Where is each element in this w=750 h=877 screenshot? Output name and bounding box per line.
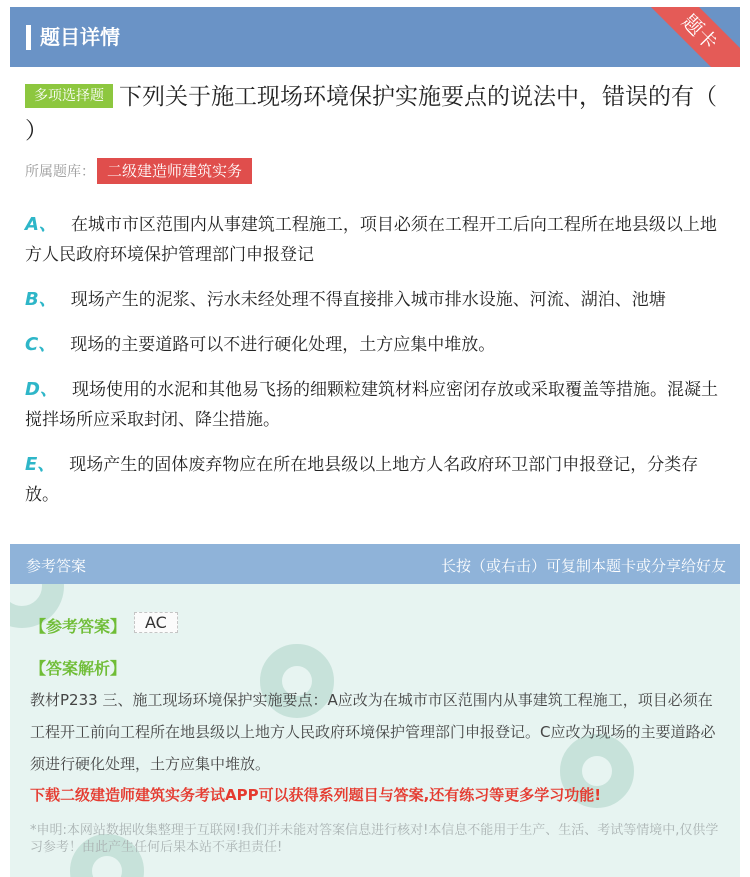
question-block xyxy=(25,80,725,184)
answer-section-body xyxy=(10,584,740,877)
option-text: 现场产生的泥浆、污水未经处理不得直接排入城市排水设施、河流、湖泊、池塘 xyxy=(70,290,666,310)
option-text: 现场使用的水泥和其他易飞扬的细颗粒建筑材料应密闭存放或采取覆盖等措施。混凝土搅拌场所应采取封闭、降尘措施。 xyxy=(25,380,718,430)
explanation-text: 教材P233 三、施工现场环境保护实施要点：A应改为在城市市区范围内从事建筑工程施工，项目必须在工程开工前向工程所在地县级以上地方人民政府环境保护管理部门申报登记。C应改为现场的主要道路必须进行硬化处理，土方应集中堆放。 xyxy=(30,691,716,773)
option-c[interactable] xyxy=(25,330,720,360)
question-type-badge: 多项选择题 xyxy=(25,84,113,108)
source-label: 所属题库： xyxy=(25,164,95,180)
answer-label: 【参考答案】 xyxy=(30,617,127,636)
answer-section-title: 参考答案 xyxy=(26,557,87,575)
answer-section-header xyxy=(10,544,740,584)
option-text: 在城市市区范围内从事建筑工程施工，项目必须在工程开工后向工程所在地县级以上地方人民政府环境保护管理部门申报登记 xyxy=(25,215,717,265)
source-tag[interactable]: 二级建造师建筑实务 xyxy=(97,158,252,184)
option-letter: B、 xyxy=(25,289,57,310)
option-letter: A、 xyxy=(25,214,57,235)
question-text: 下列关于施工现场环境保护实施要点的说法中，错误的有（ ） xyxy=(25,84,717,144)
answer-value: AC xyxy=(134,612,178,633)
app-promo-link[interactable]: 下载二级建造师建筑实务考试APP可以获得系列题目与答案,还有练习等更多学习功能! xyxy=(30,786,602,804)
option-text: 现场产生的固体废弃物应在所在地县级以上地方人名政府环卫部门申报登记，分类存放。 xyxy=(25,455,699,505)
page-header xyxy=(10,7,740,67)
header-accent-bar xyxy=(26,25,31,50)
option-a[interactable] xyxy=(25,210,720,270)
option-list xyxy=(25,210,720,525)
page-title: 题目详情 xyxy=(40,25,120,49)
option-text: 现场的主要道路可以不进行硬化处理，土方应集中堆放。 xyxy=(70,335,496,355)
option-b[interactable] xyxy=(25,285,720,315)
explanation-label: 【答案解析】 xyxy=(30,659,127,678)
question-text-line xyxy=(25,80,725,148)
option-letter: C、 xyxy=(25,334,57,355)
share-hint: 长按（或右击）可复制本题卡或分享给好友 xyxy=(440,557,726,575)
option-letter: D、 xyxy=(25,379,58,400)
question-source xyxy=(25,158,725,184)
corner-ribbon: 题卡 xyxy=(631,7,740,67)
disclaimer-text: *申明:本网站数据收集整理于互联网!我们并未能对答案信息进行核对!本信息不能用于生产、生活、考试等情境中,仅供学习参考！由此产生任何后果本站不承担责任! xyxy=(30,823,719,855)
option-e[interactable] xyxy=(25,450,720,510)
option-d[interactable] xyxy=(25,375,720,435)
option-letter: E、 xyxy=(25,454,56,475)
